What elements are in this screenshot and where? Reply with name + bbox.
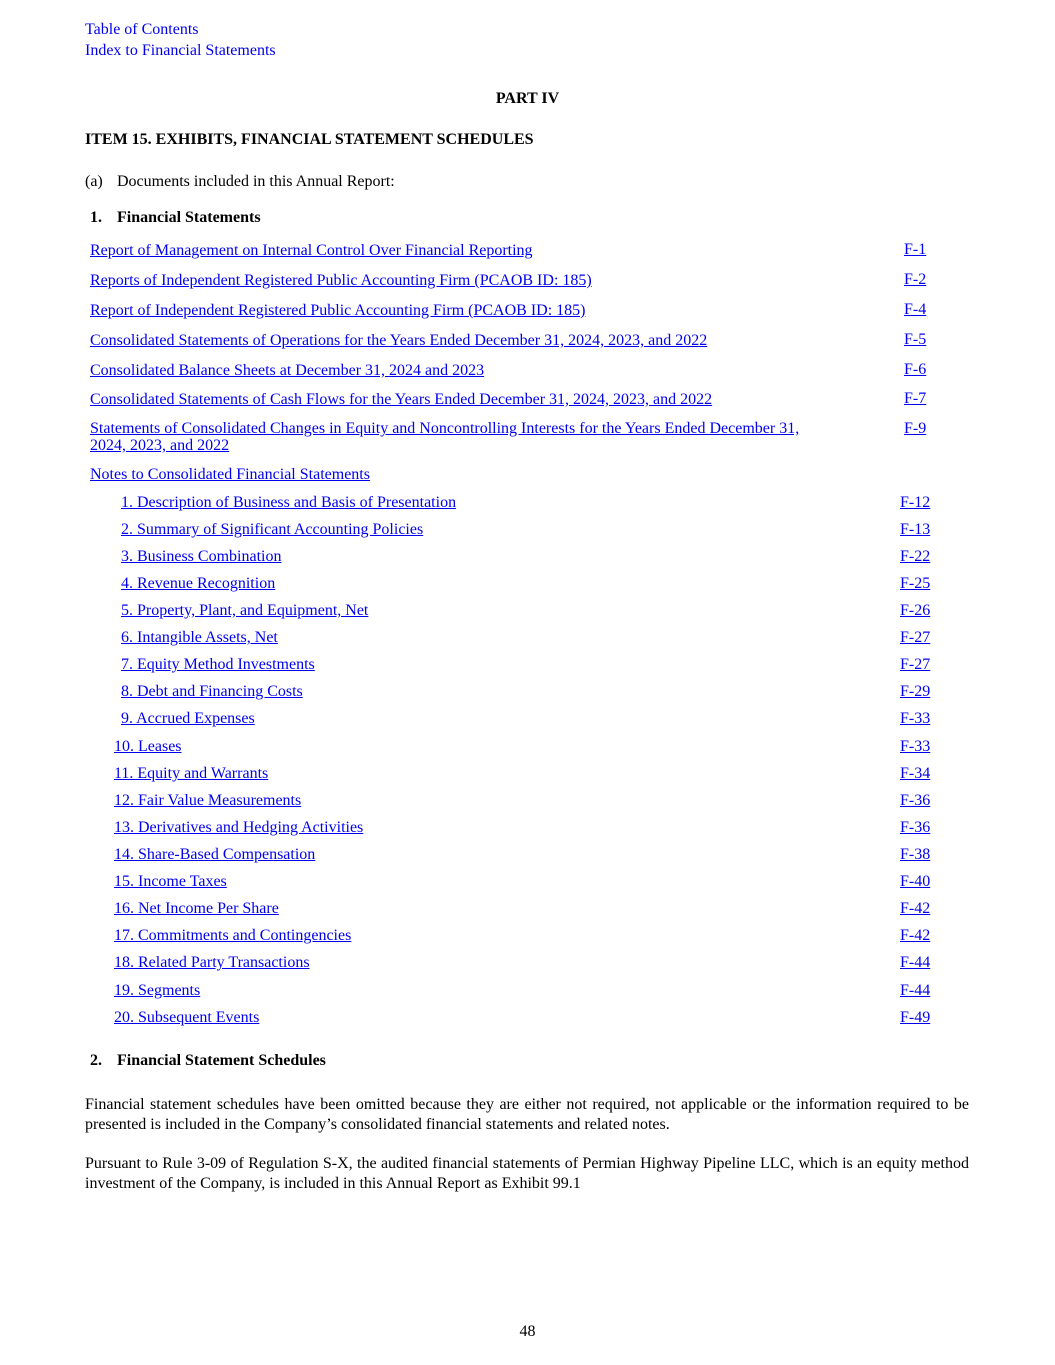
toc-page-balance-sheets[interactable]: F-6 (904, 361, 927, 378)
rule-3-09-paragraph: Pursuant to Rule 3-09 of Regulation S-X, the audited financial statements of Permian Highway Pipeline LLC, which is an equity method investment of the Company, is included in this Annual Report as Exhibit 99.1 (85, 1155, 969, 1192)
note-entry[interactable]: 15. Income Taxes (114, 873, 227, 890)
note-page[interactable]: F-38 (900, 846, 931, 863)
toc-entry-changes-in-equity-line1[interactable]: Statements of Consolidated Changes in Equity and Noncontrolling Interests for the Years Ended December 31, (90, 420, 800, 437)
note-entry[interactable]: 7. Equity Method Investments (121, 656, 315, 673)
note-entry[interactable]: 12. Fair Value Measurements (114, 792, 302, 809)
note-entry[interactable]: 11. Equity and Warrants (114, 765, 269, 782)
note-entry[interactable]: 8. Debt and Financing Costs (121, 683, 303, 700)
note-page[interactable]: F-36 (900, 819, 931, 836)
note-page[interactable]: F-42 (900, 900, 931, 917)
note-entry[interactable]: 20. Subsequent Events (114, 1009, 260, 1026)
note-page[interactable]: F-49 (900, 1009, 931, 1026)
note-entry[interactable]: 9. Accrued Expenses (121, 710, 255, 727)
toc-page-statements-of-operations[interactable]: F-5 (904, 331, 927, 348)
section-a-marker: (a) (85, 173, 103, 190)
note-entry[interactable]: 14. Share-Based Compensation (114, 846, 316, 863)
note-entry[interactable]: 16. Net Income Per Share (114, 900, 279, 917)
table-of-contents-link[interactable]: Table of Contents (85, 21, 199, 38)
toc-page-cash-flows[interactable]: F-7 (904, 390, 927, 407)
note-page[interactable]: F-34 (900, 765, 931, 782)
financial-statements-number: 1. (90, 209, 102, 226)
note-entry[interactable]: 2. Summary of Significant Accounting Policies (121, 521, 424, 538)
toc-entry-statements-of-operations[interactable]: Consolidated Statements of Operations for the Years Ended December 31, 2024, 2023, and 2022 (90, 332, 708, 349)
note-page[interactable]: F-26 (900, 602, 931, 619)
note-page[interactable]: F-27 (900, 629, 931, 646)
note-page[interactable]: F-29 (900, 683, 931, 700)
notes-heading-link[interactable]: Notes to Consolidated Financial Statements (90, 466, 370, 483)
toc-entry-cash-flows[interactable]: Consolidated Statements of Cash Flows for the Years Ended December 31, 2024, 2023, and 2022 (90, 391, 713, 408)
index-to-financial-statements-link[interactable]: Index to Financial Statements (85, 42, 276, 59)
toc-page-changes-in-equity[interactable]: F-9 (904, 420, 927, 437)
page-number: 48 (519, 1323, 536, 1340)
note-page[interactable]: F-12 (900, 494, 931, 511)
note-page[interactable]: F-33 (900, 710, 931, 727)
note-entry[interactable]: 6. Intangible Assets, Net (121, 629, 278, 646)
schedules-heading: Financial Statement Schedules (117, 1052, 326, 1069)
toc-entry-changes-in-equity-line2[interactable]: 2024, 2023, and 2022 (90, 437, 230, 454)
note-page[interactable]: F-33 (900, 738, 931, 755)
note-entry[interactable]: 10. Leases (114, 738, 182, 755)
schedules-number: 2. (90, 1052, 102, 1069)
note-entry[interactable]: 17. Commitments and Contingencies (114, 927, 352, 944)
toc-entry-management-report[interactable]: Report of Management on Internal Control Over Financial Reporting (90, 242, 533, 259)
note-page[interactable]: F-22 (900, 548, 931, 565)
schedules-omitted-paragraph: Financial statement schedules have been omitted because they are either not required, not applicable or the information required to be presented is included in the Company’s consolidated financial statements and related notes. (85, 1096, 969, 1133)
toc-entry-auditor-report[interactable]: Report of Independent Registered Public Accounting Firm (PCAOB ID: 185) (90, 302, 586, 319)
note-entry[interactable]: 13. Derivatives and Hedging Activities (114, 819, 364, 836)
note-page[interactable]: F-42 (900, 927, 931, 944)
toc-page-auditor-report[interactable]: F-4 (904, 301, 927, 318)
toc-entry-auditor-reports[interactable]: Reports of Independent Registered Public Accounting Firm (PCAOB ID: 185) (90, 272, 592, 289)
toc-page-auditor-reports[interactable]: F-2 (904, 271, 927, 288)
section-a-text: Documents included in this Annual Report: (117, 173, 395, 190)
note-page[interactable]: F-44 (900, 982, 931, 999)
note-page[interactable]: F-27 (900, 656, 931, 673)
note-entry[interactable]: 18. Related Party Transactions (114, 954, 310, 971)
toc-page-management-report[interactable]: F-1 (904, 241, 927, 258)
financial-statements-heading: Financial Statements (117, 209, 261, 226)
note-page[interactable]: F-13 (900, 521, 931, 538)
note-entry[interactable]: 3. Business Combination (121, 548, 282, 565)
note-page[interactable]: F-44 (900, 954, 931, 971)
part-title: PART IV (495, 90, 560, 107)
note-page[interactable]: F-36 (900, 792, 931, 809)
item-title: ITEM 15. EXHIBITS, FINANCIAL STATEMENT SCHEDULES (85, 131, 534, 148)
note-entry[interactable]: 19. Segments (114, 982, 201, 999)
note-entry[interactable]: 5. Property, Plant, and Equipment, Net (121, 602, 369, 619)
note-entry[interactable]: 4. Revenue Recognition (121, 575, 276, 592)
note-page[interactable]: F-40 (900, 873, 931, 890)
note-page[interactable]: F-25 (900, 575, 931, 592)
note-entry[interactable]: 1. Description of Business and Basis of Presentation (121, 494, 457, 511)
toc-entry-balance-sheets[interactable]: Consolidated Balance Sheets at December 31, 2024 and 2023 (90, 362, 485, 379)
